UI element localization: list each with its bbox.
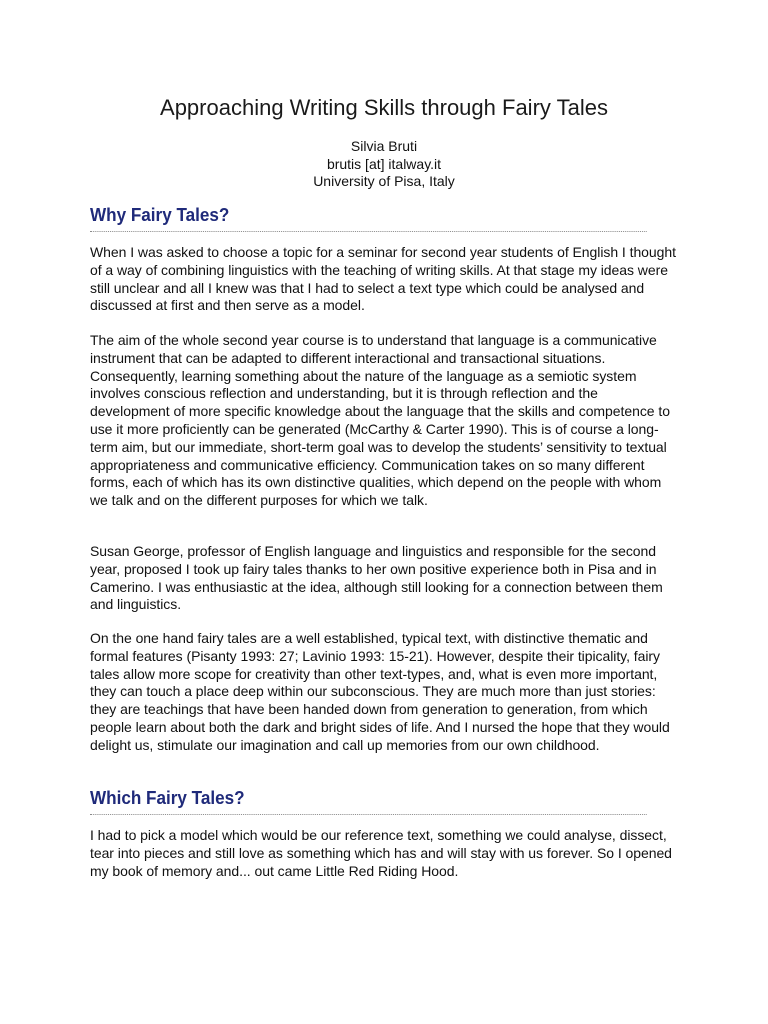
document-title: Approaching Writing Skills through Fairy Tales [160, 95, 608, 120]
author-affiliation: University of Pisa, Italy [313, 173, 455, 189]
paragraph: The aim of the whole second year course is to understand that language is a communicative instrument that can be adapted to different interactional and transactional situations. Consequently, learning something about the nature of the language as a semiotic system involves conscious reflection and understanding, but it is through reflection and the development of more specific knowledge about the language that the skills and competence to use it more proficiently can be generated (McCarthy & Carter 1990). This is of course a long-term aim, but our immediate, short-term goal was to develop the students’ sensitivity to textual appropriateness and communicative efficiency. Communication takes on so many different forms, each of which has its own distinctive qualities, which depend on the people with whom we talk and on the different purposes for which we talk. [90, 332, 670, 509]
paragraph: Susan George, professor of English language and linguistics and responsible for the second year, proposed I took up fairy tales thanks to her own positive experience both in Pisa and in Camerino. I was enthusiastic at the idea, although still looking for a connection between them and linguistics. [90, 543, 663, 613]
paragraph: I had to pick a model which would be our reference text, something we could analyse, dissect, tear into pieces and still love as something which has and will stay with us forever. So I opened my book of memory and... out came Little Red Riding Hood. [90, 827, 672, 879]
section-heading-which-fairy-tales: Which Fairy Tales? [90, 786, 647, 815]
author-name: Silvia Bruti [350, 138, 418, 154]
author-email: brutis [at] italway.it [326, 155, 442, 172]
author-block [0, 138, 768, 191]
paragraph: When I was asked to choose a topic for a seminar for second year students of English I thought of a way of combining linguistics with the teaching of writing skills. At that stage my ideas were still unclear and all I knew was that I had to select a text type which could be analysed and discussed at first and then serve as a model. [90, 244, 676, 314]
section-heading-why-fairy-tales: Why Fairy Tales? [90, 203, 647, 232]
paragraph: On the one hand fairy tales are a well established, typical text, with distinctive thematic and formal features (Pisanty 1993: 27; Lavinio 1993: 15-21). However, despite their tipicality, fairy tales allow more scope for creativity than other text-types, and, what is even more important, they can touch a place deep within our subconscious. They are much more than just stories: they are teachings that have been handed down from generation to generation, from which people learn about both the dark and bright sides of life. And I nursed the hope that they would delight us, stimulate our imagination and call up memories from our own childhood. [90, 630, 670, 753]
